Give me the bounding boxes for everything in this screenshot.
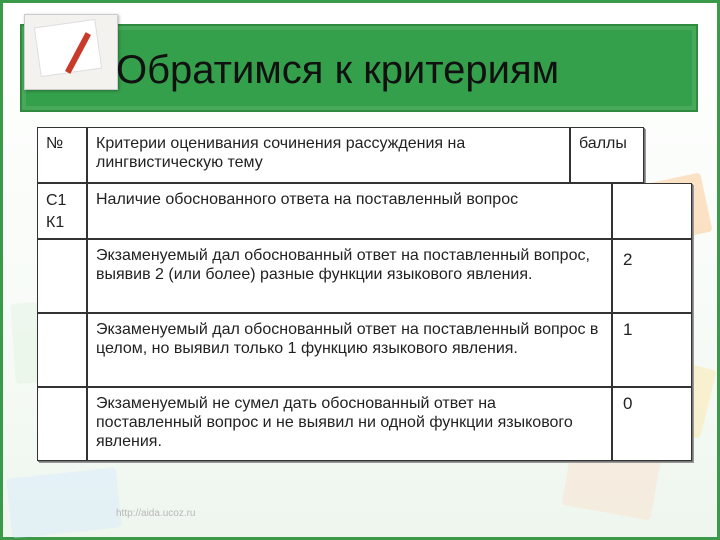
criterion-text: Экзаменуемый дал обоснованный ответ на поставленный вопрос, выявив 2 (или более) разные функции языкового явления.: [96, 247, 590, 283]
criterion-points-cell: [612, 239, 692, 313]
section-code-cell: [37, 183, 87, 239]
criterion-points: 2: [623, 250, 633, 269]
header-number-cell: [37, 127, 87, 183]
footer-url: http://aida.ucoz.ru: [116, 508, 196, 519]
section-title-label: Наличие обоснованного ответа на поставленный вопрос: [96, 191, 519, 208]
criterion-points: 0: [623, 394, 633, 413]
criterion-text-cell: [87, 313, 612, 387]
section-code-label: С1 К1: [46, 192, 67, 231]
criterion-text-cell: [87, 387, 612, 461]
header-criteria-cell: [87, 127, 570, 183]
header-points-label: баллы: [579, 135, 627, 152]
paper-and-pencil-icon: [24, 14, 118, 90]
criterion-points: 1: [623, 320, 633, 339]
criterion-points-cell: [612, 313, 692, 387]
header-number-label: №: [46, 135, 64, 152]
row-number-cell: [37, 313, 87, 387]
section-title-cell: [87, 183, 612, 239]
row-number-cell: [37, 239, 87, 313]
criterion-text: Экзаменуемый не сумел дать обоснованный ответ на поставленный вопрос и не выявил ни одной функции языкового явления.: [96, 395, 573, 450]
row-number-cell: [37, 387, 87, 461]
section-points-cell: [612, 183, 692, 239]
slide-title: Обратимся к критериям: [116, 48, 560, 92]
criterion-text: Экзаменуемый дал обоснованный ответ на поставленный вопрос в целом, но выявил только 1 функцию языкового явления.: [96, 321, 599, 357]
header-criteria-label: Критерии оценивания сочинения рассуждения на лингвистическую тему: [96, 135, 466, 171]
background-decoration: [6, 467, 122, 538]
header-points-cell: [570, 127, 644, 183]
criterion-text-cell: [87, 239, 612, 313]
criterion-points-cell: [612, 387, 692, 461]
